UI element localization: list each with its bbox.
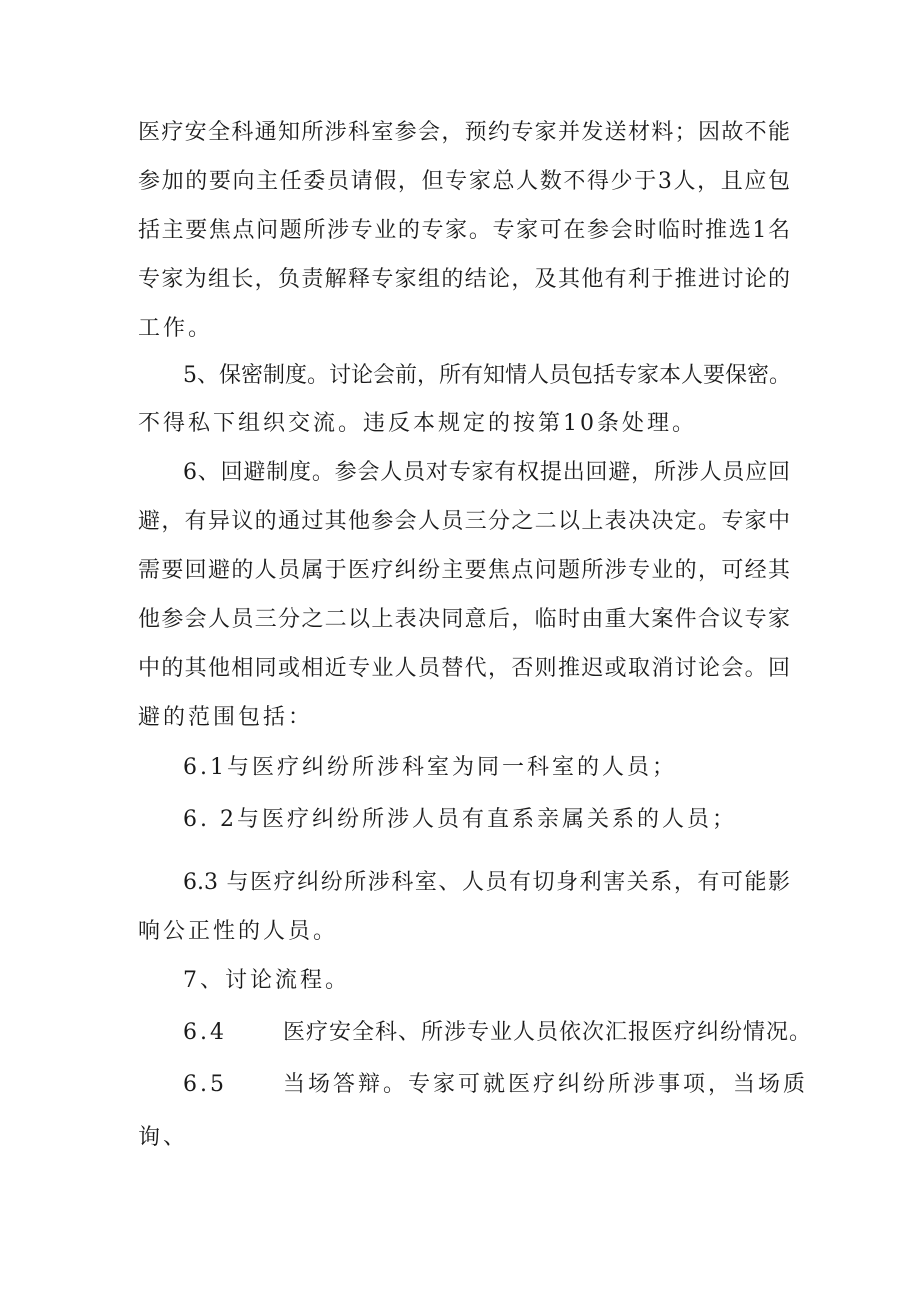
section-6-heading-line: 6、回避制度。参会人员对专家有权提出回避，所涉人员应回 xyxy=(183,460,790,485)
paragraph-line: 避的范围包括： xyxy=(138,705,314,730)
item-number: 6.5 xyxy=(183,1072,227,1097)
item-text: 医疗安全科、所涉专业人员依次汇报医疗纠纷情况。 xyxy=(283,1020,813,1045)
paragraph-line: 括主要焦点问题所涉专业的专家。专家可在参会时临时推选1名 xyxy=(138,218,790,243)
section-7-heading: 7、讨论流程。 xyxy=(183,968,350,993)
paragraph-line: 中的其他相同或相近专业人员替代，否则推迟或取消讨论会。回 xyxy=(138,656,790,681)
clause-6-1: 6.1与医疗纠纷所涉科室为同一科室的人员； xyxy=(183,755,677,780)
item-text: 当场答辩。专家可就医疗纠纷所涉事项，当场质 xyxy=(283,1072,809,1097)
section-5-heading-line: 5、保密制度。讨论会前，所有知情人员包括专家本人要保密。 xyxy=(183,363,791,388)
paragraph-line: 工作。 xyxy=(138,316,214,341)
paragraph-line: 医疗安全科通知所涉科室参会，预约专家并发送材料；因故不能 xyxy=(138,120,790,145)
paragraph-line: 需要回避的人员属于医疗纠纷主要焦点问题所涉专业的，可经其 xyxy=(138,558,790,583)
paragraph-line: 专家为组长，负责解释专家组的结论，及其他有利于推进讨论的 xyxy=(138,267,790,292)
clause-6-2: 6. 2与医疗纠纷所涉人员有直系亲属关系的人员； xyxy=(183,807,737,832)
paragraph-line: 不得私下组织交流。违反本规定的按第10条处理。 xyxy=(138,411,697,436)
paragraph-line: 他参会人员三分之二以上表决同意后，临时由重大案件合议专家 xyxy=(138,607,790,632)
paragraph-line: 避，有异议的通过其他参会人员三分之二以上表决决定。专家中 xyxy=(138,509,790,534)
paragraph-line: 响公正性的人员。 xyxy=(138,919,339,944)
paragraph-line: 参加的要向主任委员请假，但专家总人数不得少于3人，且应包 xyxy=(138,169,790,194)
item-number: 6.4 xyxy=(183,1020,227,1045)
clause-6-3: 6.3 与医疗纠纷所涉科室、人员有切身利害关系，有可能影 xyxy=(183,870,790,895)
paragraph-line: 询、 xyxy=(138,1125,189,1150)
